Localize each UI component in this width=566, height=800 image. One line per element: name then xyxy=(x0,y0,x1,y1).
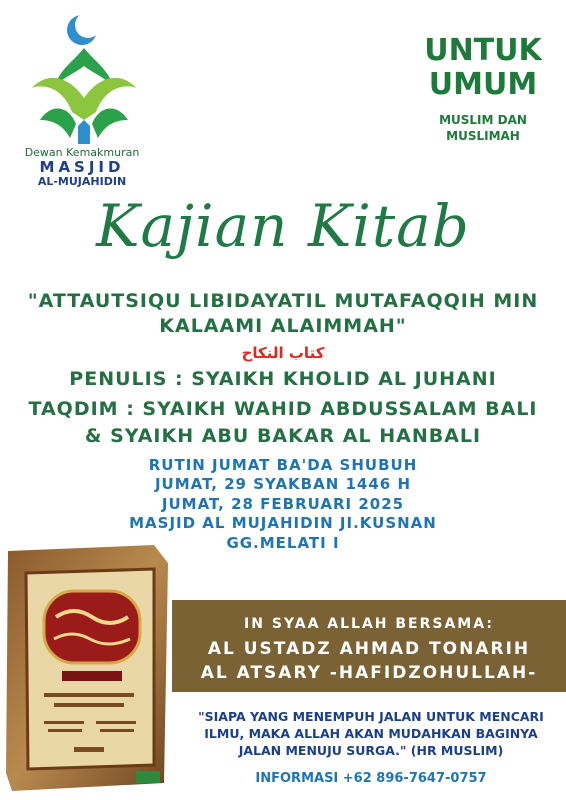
page-title: Kajian Kitab xyxy=(96,192,470,260)
schedule-line-5: GG.MELATI I xyxy=(226,534,340,552)
hadith-quote-line-2: ILMU, MAKA ALLAH AKAN MUDAHKAN BAGINYA xyxy=(204,726,538,741)
book-cover-image xyxy=(4,543,172,793)
schedule-line-2: JUMAT, 29 SYAKBAN 1446 H xyxy=(154,475,412,493)
audience-line-2: UMUM xyxy=(428,67,538,102)
audience-line-4: MUSLIMAH xyxy=(446,129,520,143)
hadith-quote-line-3: JALAN MENUJU SURGA." (HR MUSLIM) xyxy=(238,743,504,758)
speaker-name-line-2: AL ATSARY -HAFIDZOHULLAH- xyxy=(200,663,538,683)
kitab-title-line-1: "ATTAUTSIQU LIBIDAYATIL MUTAFAQQIH MIN xyxy=(27,290,539,312)
speaker-intro: IN SYAA ALLAH BERSAMA: xyxy=(244,616,494,632)
audience-line-3: MUSLIM DAN xyxy=(439,113,527,127)
hadith-quote-line-1: "SIAPA YANG MENEMPUH JALAN UNTUK MENCARI xyxy=(198,709,544,724)
logo-subtitle: Dewan Kemakmuran xyxy=(24,146,140,159)
contact-info: INFORMASI +62 896-7647-0757 xyxy=(255,771,487,786)
crescent-icon xyxy=(67,12,101,45)
speaker-name-line-1: AL USTADZ AHMAD TONARIH xyxy=(207,639,531,659)
kitab-title-line-2: KALAAMI ALAIMMAH" xyxy=(159,315,407,337)
audience-line-1: UNTUK xyxy=(424,33,542,68)
taqdim-line-1: TAQDIM : SYAIKH WAHID ABDUSSALAM BALI xyxy=(28,398,538,420)
taqdim-line-2: & SYAIKH ABU BAKAR AL HANBALI xyxy=(84,425,482,447)
speaker-banner xyxy=(172,600,566,692)
logo-name-text: AL-MUJAHIDIN xyxy=(37,175,127,188)
logo-masjid-text: MASJID xyxy=(39,158,125,176)
schedule-line-4: MASJID AL MUJAHIDIN JI.KUSNAN xyxy=(129,514,437,532)
schedule-line-1: RUTIN JUMAT BA'DA SHUBUH xyxy=(148,456,418,474)
author-line: PENULIS : SYAIKH KHOLID AL JUHANI xyxy=(69,368,497,390)
kitab-arabic-subtitle: كتاب النكاح xyxy=(241,344,325,362)
schedule-line-3: JUMAT, 28 FEBRUARI 2025 xyxy=(161,495,405,513)
